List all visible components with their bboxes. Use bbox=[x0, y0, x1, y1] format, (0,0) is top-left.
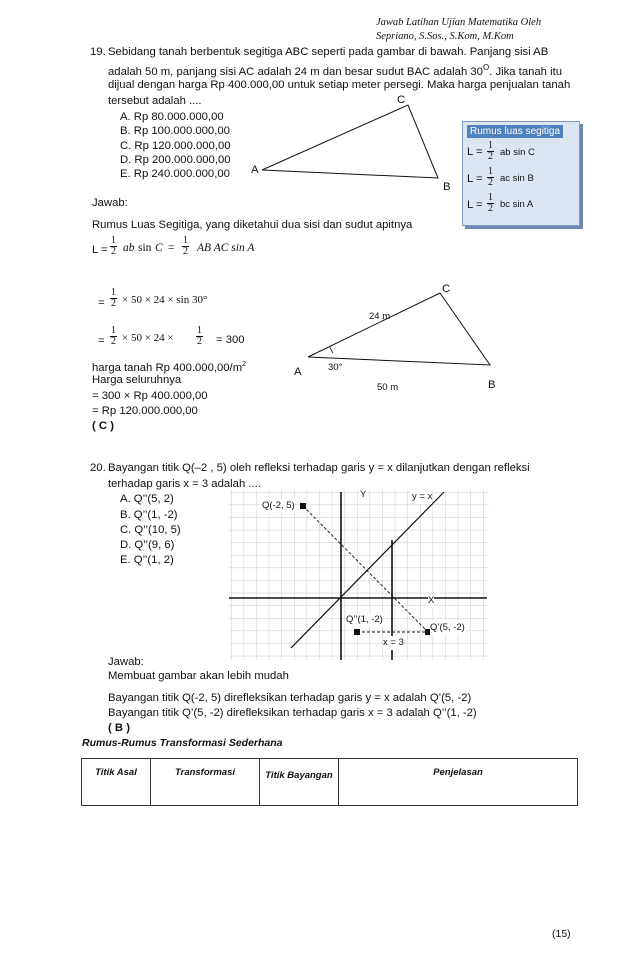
harga-tanah: harga tanah Rp $400.000,00/m^2$ bbox=[92, 361, 247, 374]
harga-seluruhnya: Harga seluruhnya bbox=[92, 374, 182, 386]
point-q bbox=[300, 503, 306, 509]
q19-jawab: Jawab: bbox=[92, 197, 128, 209]
q19-option-c: C. Rp 120.000.000,00 bbox=[120, 140, 231, 152]
q20-option-c: C. Q’’(10, 5) bbox=[120, 524, 181, 536]
rumus-l1: ab sin C bbox=[500, 147, 535, 158]
page-number: (15) bbox=[552, 928, 571, 940]
fig2-angle: 30° bbox=[328, 362, 343, 373]
q20-line2: terhadap garis x = 3 adalah .... bbox=[108, 478, 261, 490]
table-header-titik-asal: Titik Asal bbox=[82, 759, 151, 806]
table-header-titik-bayangan: Titik Bayangan bbox=[260, 759, 339, 806]
q20-answer: ( B ) bbox=[108, 722, 130, 734]
step2-frac-a: $\frac{1}{2}$ bbox=[111, 325, 116, 347]
formula1-frac-b: $\frac{1}{2}$ bbox=[183, 235, 188, 257]
q19-rumus-text: Rumus Luas Segitiga, yang diketahui dua sisi dan sudut apitnya bbox=[92, 219, 413, 231]
header-author-line1: Jawab Latihan Ujian Matematika Oleh bbox=[376, 17, 542, 28]
q20-option-a: A. Q’’(5, 2) bbox=[120, 493, 174, 505]
formula1-frac-a: $\frac{1}{2}$ bbox=[111, 235, 116, 257]
formula1-sin: sin bbox=[138, 242, 152, 254]
q19-answer: ( C ) bbox=[92, 420, 114, 432]
formula1-eq: = bbox=[168, 242, 175, 254]
point-q-double-prime bbox=[354, 629, 360, 635]
formula1-ab-ac: AB AC sin A bbox=[197, 242, 255, 254]
fig2-label-a: A bbox=[294, 366, 302, 378]
q19-line1: Sebidang tanah berbentuk segitiga ABC seperti pada gambar di bawah. Panjang sisi AB bbox=[108, 46, 549, 58]
rumus-box-title: Rumus luas segitiga bbox=[467, 125, 563, 138]
q20-jawab: Jawab: bbox=[108, 656, 144, 668]
q20-number: 20. bbox=[90, 462, 106, 474]
step2-eq: = bbox=[98, 335, 105, 347]
fig1-label-b: B bbox=[443, 181, 451, 193]
rumus-l2-lhs: L = bbox=[467, 173, 483, 185]
rumus-l2: ac sin B bbox=[500, 173, 534, 184]
triangle-figure-1 bbox=[250, 95, 460, 195]
q19-line3: dijual dengan harga Rp 400.000,00 untuk setiap meter persegi. Maka harga penjualan tanah bbox=[108, 79, 571, 91]
graph-label-q1: Q’(5, -2) bbox=[430, 622, 465, 633]
fig2-side-ab: 50 m bbox=[377, 382, 399, 393]
fig2-label-b: B bbox=[488, 379, 496, 391]
step2-result: = 300 bbox=[216, 334, 245, 346]
q19-option-b: B. Rp 100.000.000,00 bbox=[120, 125, 230, 137]
formula1-lhs: L = bbox=[92, 244, 108, 256]
fig1-label-c: C bbox=[397, 94, 406, 106]
formula1-c: C bbox=[155, 242, 163, 254]
q19-line2: adalah 50 m, panjang sisi AC adalah 24 m dan besar sudut BAC adalah $30^O$. Jika tanah itu bbox=[108, 63, 563, 78]
graph-label-x: X bbox=[428, 595, 435, 606]
step1-eq: = bbox=[98, 297, 105, 309]
graph-label-yx: y = x bbox=[412, 491, 433, 502]
q20-option-d: D. Q’’(9, 6) bbox=[120, 539, 175, 551]
harga-calc1: = 300 × Rp 400.000,00 bbox=[92, 390, 208, 402]
header-author-line2: Sepriano, S.Sos., S.Kom, M.Kom bbox=[376, 31, 514, 42]
rumus-l2-frac: $\frac{1}{2}$ bbox=[488, 166, 493, 188]
transformasi-table bbox=[81, 758, 578, 806]
q20-option-e: E. Q’’(1, 2) bbox=[120, 554, 174, 566]
graph-label-q: Q(-2, 5) bbox=[262, 500, 295, 511]
formula1-ab: ab bbox=[123, 242, 135, 254]
table-header-row bbox=[82, 759, 578, 806]
q19-number: 19. bbox=[90, 46, 106, 58]
fig2-label-c: C bbox=[442, 283, 451, 295]
q19-line4: tersebut adalah .... bbox=[108, 95, 202, 107]
rumus-l3-lhs: L = bbox=[467, 199, 483, 211]
step1-expr: × 50 × 24 × sin 30° bbox=[122, 294, 208, 306]
section-title: Rumus-Rumus Transformasi Sederhana bbox=[82, 737, 283, 749]
table-header-transformasi: Transformasi bbox=[151, 759, 260, 806]
q19-option-e: E. Rp 240.000.000,00 bbox=[120, 168, 230, 180]
rumus-l1-lhs: L = bbox=[467, 146, 483, 158]
q20-membuat: Membuat gambar akan lebih mudah bbox=[108, 670, 289, 682]
rumus-l1-frac: $\frac{1}{2}$ bbox=[488, 140, 493, 162]
rumus-luas-box bbox=[462, 121, 580, 226]
step2-expr: × 50 × 24 × bbox=[122, 332, 174, 344]
graph-label-q2: Q’’(1, -2) bbox=[346, 614, 383, 625]
rumus-l3-frac: $\frac{1}{2}$ bbox=[488, 192, 493, 214]
step1-frac: $\frac{1}{2}$ bbox=[111, 287, 116, 309]
graph-label-y: Y bbox=[360, 489, 367, 500]
q20-line1: Bayangan titik Q(–2 , 5) oleh refleksi terhadap garis y = x dilanjutkan dengan refleksi bbox=[108, 462, 530, 474]
q20-exp2: Bayangan titik Q’(5, -2) direfleksikan terhadap garis x = 3 adalah Q’’(1, -2) bbox=[108, 707, 477, 719]
rumus-l3: bc sin A bbox=[500, 199, 534, 210]
harga-calc2: = Rp 120.000.000,00 bbox=[92, 405, 198, 417]
table-header-penjelasan: Penjelasan bbox=[339, 759, 578, 806]
step2-frac-b: $\frac{1}{2}$ bbox=[197, 325, 202, 347]
reflection-graph bbox=[229, 490, 489, 670]
fig2-side-ac: 24 m bbox=[369, 311, 391, 322]
graph-label-x3: x = 3 bbox=[383, 637, 404, 648]
q19-option-a: A. Rp 80.000.000,00 bbox=[120, 111, 224, 123]
q20-exp1: Bayangan titik Q(-2, 5) direfleksikan terhadap garis y = x adalah Q’(5, -2) bbox=[108, 692, 472, 704]
q20-option-b: B. Q’’(1, -2) bbox=[120, 509, 178, 521]
q19-option-d: D. Rp 200.000.000,00 bbox=[120, 154, 231, 166]
fig1-label-a: A bbox=[251, 164, 259, 176]
